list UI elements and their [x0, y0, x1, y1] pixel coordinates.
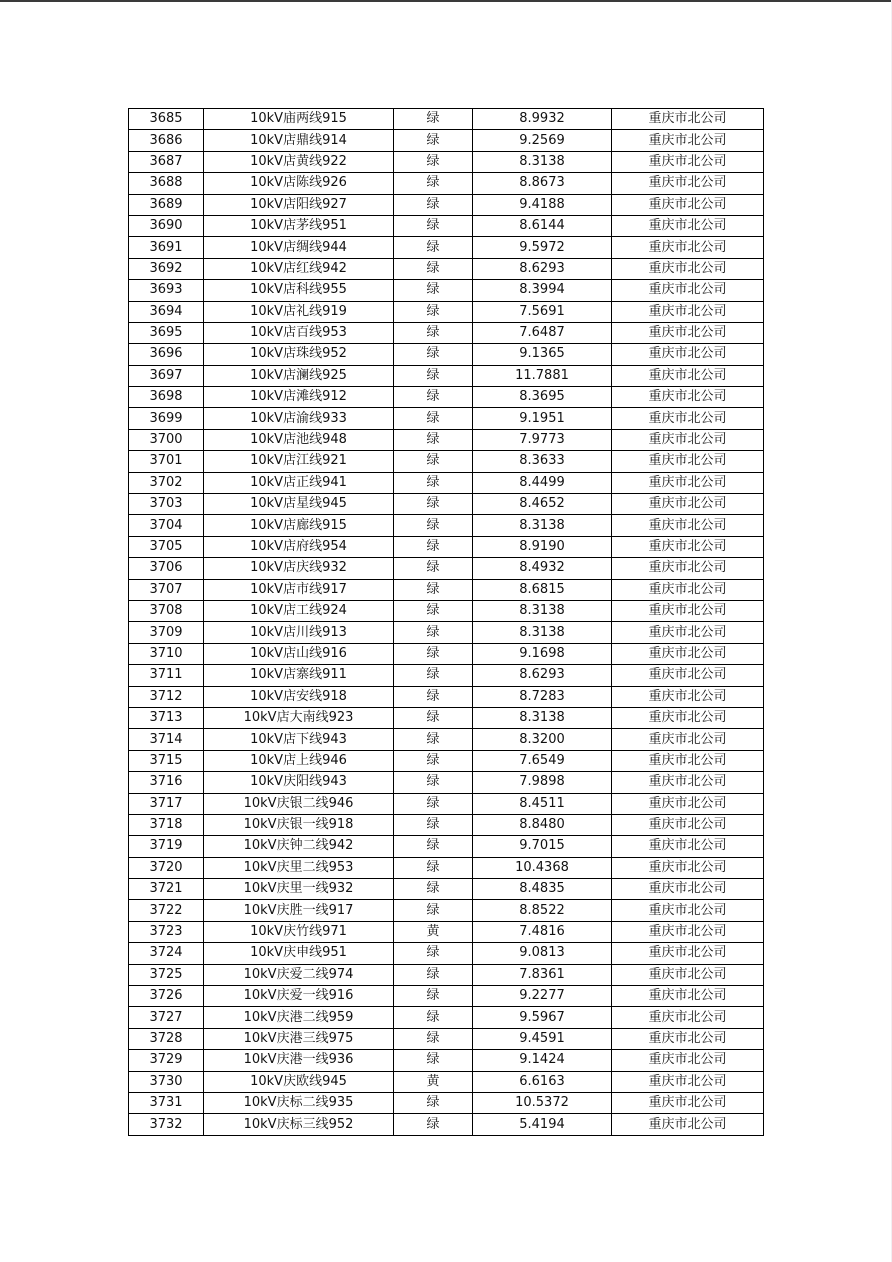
cell-status: 绿: [394, 451, 473, 472]
cell-value: 9.4591: [473, 1028, 612, 1049]
cell-row-number: 3692: [129, 258, 204, 279]
cell-row-number: 3729: [129, 1050, 204, 1071]
cell-status: 绿: [394, 643, 473, 664]
cell-row-number: 3716: [129, 772, 204, 793]
cell-line-name: 10kV店陈线926: [204, 173, 394, 194]
cell-row-number: 3727: [129, 1007, 204, 1028]
cell-row-number: 3730: [129, 1071, 204, 1092]
cell-row-number: 3702: [129, 472, 204, 493]
cell-line-name: 10kV店府线954: [204, 536, 394, 557]
cell-line-name: 10kV店市线917: [204, 579, 394, 600]
table-row: [129, 365, 764, 386]
cell-row-number: 3699: [129, 408, 204, 429]
cell-status: 绿: [394, 344, 473, 365]
cell-value: 9.5967: [473, 1007, 612, 1028]
cell-company: 重庆市北公司: [612, 109, 764, 130]
cell-row-number: 3691: [129, 237, 204, 258]
cell-value: 8.4932: [473, 558, 612, 579]
cell-company: 重庆市北公司: [612, 130, 764, 151]
cell-status: 绿: [394, 408, 473, 429]
cell-value: 7.6487: [473, 322, 612, 343]
cell-value: 7.6549: [473, 750, 612, 771]
table-row: [129, 472, 764, 493]
table-row: [129, 151, 764, 172]
cell-value: 8.3138: [473, 515, 612, 536]
cell-row-number: 3713: [129, 707, 204, 728]
cell-line-name: 10kV店珠线952: [204, 344, 394, 365]
cell-status: 绿: [394, 301, 473, 322]
cell-company: 重庆市北公司: [612, 793, 764, 814]
cell-status: 绿: [394, 472, 473, 493]
cell-company: 重庆市北公司: [612, 258, 764, 279]
table-row: [129, 451, 764, 472]
cell-company: 重庆市北公司: [612, 451, 764, 472]
cell-status: 绿: [394, 215, 473, 236]
cell-company: 重庆市北公司: [612, 536, 764, 557]
cell-value: 7.9773: [473, 429, 612, 450]
cell-line-name: 10kV庆银二线946: [204, 793, 394, 814]
table-row: [129, 109, 764, 130]
cell-company: 重庆市北公司: [612, 558, 764, 579]
cell-line-name: 10kV店红线942: [204, 258, 394, 279]
cell-status: 绿: [394, 622, 473, 643]
cell-status: 绿: [394, 130, 473, 151]
cell-value: 7.9898: [473, 772, 612, 793]
cell-value: 8.3633: [473, 451, 612, 472]
cell-line-name: 10kV店黄线922: [204, 151, 394, 172]
cell-company: 重庆市北公司: [612, 964, 764, 985]
cell-status: 绿: [394, 600, 473, 621]
cell-line-name: 10kV店寨线911: [204, 665, 394, 686]
cell-line-name: 10kV庆爱二线974: [204, 964, 394, 985]
cell-row-number: 3701: [129, 451, 204, 472]
cell-status: 绿: [394, 665, 473, 686]
cell-row-number: 3726: [129, 986, 204, 1007]
cell-company: 重庆市北公司: [612, 1114, 764, 1135]
cell-company: 重庆市北公司: [612, 814, 764, 835]
table-row: [129, 1007, 764, 1028]
cell-status: 绿: [394, 943, 473, 964]
cell-value: 10.5372: [473, 1092, 612, 1113]
cell-line-name: 10kV店阳线927: [204, 194, 394, 215]
cell-company: 重庆市北公司: [612, 921, 764, 942]
cell-company: 重庆市北公司: [612, 173, 764, 194]
cell-value: 8.4835: [473, 879, 612, 900]
cell-value: 8.9190: [473, 536, 612, 557]
cell-company: 重庆市北公司: [612, 665, 764, 686]
cell-line-name: 10kV庆爱一线916: [204, 986, 394, 1007]
cell-value: 8.9932: [473, 109, 612, 130]
cell-row-number: 3721: [129, 879, 204, 900]
cell-status: 绿: [394, 1028, 473, 1049]
table-row: [129, 686, 764, 707]
cell-row-number: 3700: [129, 429, 204, 450]
cell-line-name: 10kV庆港三线975: [204, 1028, 394, 1049]
cell-value: 8.3695: [473, 387, 612, 408]
cell-value: 8.3138: [473, 707, 612, 728]
page-top-border: [0, 0, 892, 2]
cell-line-name: 10kV庆港一线936: [204, 1050, 394, 1071]
table-row: [129, 579, 764, 600]
cell-value: 9.1365: [473, 344, 612, 365]
cell-company: 重庆市北公司: [612, 1050, 764, 1071]
cell-status: 绿: [394, 879, 473, 900]
cell-row-number: 3718: [129, 814, 204, 835]
cell-company: 重庆市北公司: [612, 301, 764, 322]
table-row: [129, 879, 764, 900]
cell-status: 绿: [394, 558, 473, 579]
table-row: [129, 729, 764, 750]
cell-row-number: 3712: [129, 686, 204, 707]
cell-status: 绿: [394, 237, 473, 258]
cell-row-number: 3697: [129, 365, 204, 386]
cell-line-name: 10kV店安线918: [204, 686, 394, 707]
cell-company: 重庆市北公司: [612, 408, 764, 429]
cell-value: 8.3994: [473, 280, 612, 301]
cell-company: 重庆市北公司: [612, 280, 764, 301]
cell-row-number: 3693: [129, 280, 204, 301]
cell-value: 8.6293: [473, 258, 612, 279]
cell-company: 重庆市北公司: [612, 1007, 764, 1028]
cell-status: 绿: [394, 964, 473, 985]
cell-status: 绿: [394, 814, 473, 835]
cell-value: 8.6144: [473, 215, 612, 236]
cell-status: 绿: [394, 151, 473, 172]
cell-row-number: 3707: [129, 579, 204, 600]
table-row: [129, 194, 764, 215]
cell-company: 重庆市北公司: [612, 707, 764, 728]
cell-company: 重庆市北公司: [612, 943, 764, 964]
cell-value: 9.1698: [473, 643, 612, 664]
cell-value: 9.4188: [473, 194, 612, 215]
cell-line-name: 10kV店百线953: [204, 322, 394, 343]
cell-value: 9.1424: [473, 1050, 612, 1071]
table-row: [129, 772, 764, 793]
cell-company: 重庆市北公司: [612, 986, 764, 1007]
table-row: [129, 258, 764, 279]
cell-status: 黄: [394, 921, 473, 942]
cell-status: 绿: [394, 836, 473, 857]
cell-company: 重庆市北公司: [612, 1071, 764, 1092]
cell-row-number: 3709: [129, 622, 204, 643]
cell-line-name: 10kV店下线943: [204, 729, 394, 750]
cell-status: 绿: [394, 1050, 473, 1071]
cell-company: 重庆市北公司: [612, 879, 764, 900]
table-row: [129, 1071, 764, 1092]
table-row: [129, 215, 764, 236]
cell-status: 绿: [394, 1092, 473, 1113]
cell-row-number: 3717: [129, 793, 204, 814]
cell-line-name: 10kV店绸线944: [204, 237, 394, 258]
cell-row-number: 3711: [129, 665, 204, 686]
cell-status: 绿: [394, 750, 473, 771]
cell-line-name: 10kV店礼线919: [204, 301, 394, 322]
cell-row-number: 3714: [129, 729, 204, 750]
cell-company: 重庆市北公司: [612, 1092, 764, 1113]
cell-status: 绿: [394, 857, 473, 878]
cell-row-number: 3725: [129, 964, 204, 985]
cell-line-name: 10kV庆胜一线917: [204, 900, 394, 921]
cell-value: 8.3138: [473, 600, 612, 621]
cell-value: 8.3200: [473, 729, 612, 750]
table-row: [129, 836, 764, 857]
cell-company: 重庆市北公司: [612, 643, 764, 664]
cell-row-number: 3719: [129, 836, 204, 857]
cell-row-number: 3715: [129, 750, 204, 771]
cell-status: 绿: [394, 729, 473, 750]
table-row: [129, 515, 764, 536]
cell-line-name: 10kV庙两线915: [204, 109, 394, 130]
table-row: [129, 536, 764, 557]
cell-company: 重庆市北公司: [612, 836, 764, 857]
table-row: [129, 1050, 764, 1071]
cell-company: 重庆市北公司: [612, 622, 764, 643]
cell-line-name: 10kV店工线924: [204, 600, 394, 621]
table-row: [129, 643, 764, 664]
cell-row-number: 3696: [129, 344, 204, 365]
cell-value: 8.6293: [473, 665, 612, 686]
cell-line-name: 10kV庆标三线952: [204, 1114, 394, 1135]
cell-row-number: 3731: [129, 1092, 204, 1113]
table-body: [129, 109, 764, 1136]
table-row: [129, 344, 764, 365]
cell-company: 重庆市北公司: [612, 729, 764, 750]
cell-line-name: 10kV庆阳线943: [204, 772, 394, 793]
cell-line-name: 10kV庆钟二线942: [204, 836, 394, 857]
table-row: [129, 173, 764, 194]
table-row: [129, 301, 764, 322]
cell-company: 重庆市北公司: [612, 215, 764, 236]
cell-line-name: 10kV店廊线915: [204, 515, 394, 536]
table-row: [129, 943, 764, 964]
cell-line-name: 10kV庆竹线971: [204, 921, 394, 942]
cell-value: 11.7881: [473, 365, 612, 386]
cell-status: 绿: [394, 986, 473, 1007]
cell-row-number: 3704: [129, 515, 204, 536]
cell-status: 绿: [394, 686, 473, 707]
cell-value: 8.4511: [473, 793, 612, 814]
cell-status: 绿: [394, 194, 473, 215]
cell-line-name: 10kV庆港二线959: [204, 1007, 394, 1028]
cell-row-number: 3689: [129, 194, 204, 215]
feeder-line-table: [128, 108, 764, 1136]
cell-company: 重庆市北公司: [612, 322, 764, 343]
cell-status: 绿: [394, 494, 473, 515]
cell-line-name: 10kV店川线913: [204, 622, 394, 643]
cell-line-name: 10kV庆申线951: [204, 943, 394, 964]
cell-status: 绿: [394, 365, 473, 386]
cell-status: 绿: [394, 536, 473, 557]
table-row: [129, 322, 764, 343]
cell-company: 重庆市北公司: [612, 429, 764, 450]
cell-row-number: 3695: [129, 322, 204, 343]
cell-line-name: 10kV庆欧线945: [204, 1071, 394, 1092]
cell-value: 7.4816: [473, 921, 612, 942]
cell-line-name: 10kV店滩线912: [204, 387, 394, 408]
cell-company: 重庆市北公司: [612, 750, 764, 771]
cell-value: 8.3138: [473, 622, 612, 643]
cell-value: 8.7283: [473, 686, 612, 707]
cell-value: 9.0813: [473, 943, 612, 964]
table-row: [129, 408, 764, 429]
cell-value: 7.8361: [473, 964, 612, 985]
cell-value: 8.8673: [473, 173, 612, 194]
cell-row-number: 3687: [129, 151, 204, 172]
cell-row-number: 3728: [129, 1028, 204, 1049]
table-row: [129, 622, 764, 643]
cell-line-name: 10kV庆标二线935: [204, 1092, 394, 1113]
table-row: [129, 1028, 764, 1049]
cell-value: 5.4194: [473, 1114, 612, 1135]
cell-line-name: 10kV店江线921: [204, 451, 394, 472]
cell-status: 绿: [394, 322, 473, 343]
cell-line-name: 10kV店山线916: [204, 643, 394, 664]
cell-value: 9.1951: [473, 408, 612, 429]
cell-status: 绿: [394, 515, 473, 536]
cell-line-name: 10kV店庆线932: [204, 558, 394, 579]
table-row: [129, 237, 764, 258]
cell-line-name: 10kV庆里二线953: [204, 857, 394, 878]
cell-status: 绿: [394, 173, 473, 194]
cell-company: 重庆市北公司: [612, 772, 764, 793]
cell-line-name: 10kV店茅线951: [204, 215, 394, 236]
cell-status: 绿: [394, 280, 473, 301]
cell-value: 9.2277: [473, 986, 612, 1007]
cell-line-name: 10kV店大南线923: [204, 707, 394, 728]
cell-company: 重庆市北公司: [612, 151, 764, 172]
cell-line-name: 10kV店鼎线914: [204, 130, 394, 151]
cell-line-name: 10kV店星线945: [204, 494, 394, 515]
cell-company: 重庆市北公司: [612, 387, 764, 408]
cell-row-number: 3698: [129, 387, 204, 408]
table-row: [129, 558, 764, 579]
cell-row-number: 3688: [129, 173, 204, 194]
cell-row-number: 3720: [129, 857, 204, 878]
cell-company: 重庆市北公司: [612, 194, 764, 215]
cell-status: 绿: [394, 579, 473, 600]
cell-status: 绿: [394, 387, 473, 408]
cell-line-name: 10kV店澜线925: [204, 365, 394, 386]
cell-line-name: 10kV庆银一线918: [204, 814, 394, 835]
table-row: [129, 707, 764, 728]
table-row: [129, 857, 764, 878]
cell-company: 重庆市北公司: [612, 494, 764, 515]
cell-company: 重庆市北公司: [612, 344, 764, 365]
cell-company: 重庆市北公司: [612, 900, 764, 921]
cell-line-name: 10kV店正线941: [204, 472, 394, 493]
cell-line-name: 10kV店渝线933: [204, 408, 394, 429]
cell-value: 8.4499: [473, 472, 612, 493]
cell-value: 8.3138: [473, 151, 612, 172]
table-row: [129, 130, 764, 151]
cell-value: 9.7015: [473, 836, 612, 857]
table-row: [129, 387, 764, 408]
table-row: [129, 986, 764, 1007]
cell-status: 绿: [394, 258, 473, 279]
cell-line-name: 10kV店上线946: [204, 750, 394, 771]
cell-status: 绿: [394, 1114, 473, 1135]
cell-value: 9.2569: [473, 130, 612, 151]
cell-value: 8.8480: [473, 814, 612, 835]
cell-status: 绿: [394, 1007, 473, 1028]
cell-row-number: 3690: [129, 215, 204, 236]
table-row: [129, 429, 764, 450]
cell-row-number: 3710: [129, 643, 204, 664]
cell-company: 重庆市北公司: [612, 600, 764, 621]
cell-company: 重庆市北公司: [612, 472, 764, 493]
table-row: [129, 1092, 764, 1113]
cell-status: 绿: [394, 772, 473, 793]
table-row: [129, 793, 764, 814]
cell-company: 重庆市北公司: [612, 686, 764, 707]
table-row: [129, 814, 764, 835]
cell-status: 绿: [394, 429, 473, 450]
cell-status: 绿: [394, 707, 473, 728]
table-row: [129, 280, 764, 301]
cell-row-number: 3724: [129, 943, 204, 964]
cell-value: 7.5691: [473, 301, 612, 322]
cell-value: 8.8522: [473, 900, 612, 921]
table-row: [129, 964, 764, 985]
cell-company: 重庆市北公司: [612, 365, 764, 386]
cell-row-number: 3685: [129, 109, 204, 130]
cell-company: 重庆市北公司: [612, 857, 764, 878]
table-row: [129, 665, 764, 686]
cell-line-name: 10kV店科线955: [204, 280, 394, 301]
cell-status: 绿: [394, 109, 473, 130]
cell-row-number: 3706: [129, 558, 204, 579]
cell-row-number: 3703: [129, 494, 204, 515]
cell-line-name: 10kV庆里一线932: [204, 879, 394, 900]
cell-value: 8.6815: [473, 579, 612, 600]
table-row: [129, 750, 764, 771]
table-row: [129, 494, 764, 515]
cell-company: 重庆市北公司: [612, 579, 764, 600]
cell-value: 6.6163: [473, 1071, 612, 1092]
cell-company: 重庆市北公司: [612, 237, 764, 258]
cell-line-name: 10kV店池线948: [204, 429, 394, 450]
table-row: [129, 900, 764, 921]
cell-row-number: 3723: [129, 921, 204, 942]
cell-status: 绿: [394, 793, 473, 814]
cell-value: 9.5972: [473, 237, 612, 258]
cell-row-number: 3705: [129, 536, 204, 557]
cell-row-number: 3722: [129, 900, 204, 921]
cell-row-number: 3708: [129, 600, 204, 621]
cell-value: 10.4368: [473, 857, 612, 878]
table-row: [129, 600, 764, 621]
cell-company: 重庆市北公司: [612, 1028, 764, 1049]
cell-status: 绿: [394, 900, 473, 921]
cell-value: 8.4652: [473, 494, 612, 515]
cell-company: 重庆市北公司: [612, 515, 764, 536]
cell-row-number: 3694: [129, 301, 204, 322]
table-row: [129, 1114, 764, 1135]
cell-row-number: 3686: [129, 130, 204, 151]
cell-row-number: 3732: [129, 1114, 204, 1135]
table-row: [129, 921, 764, 942]
cell-status: 黄: [394, 1071, 473, 1092]
